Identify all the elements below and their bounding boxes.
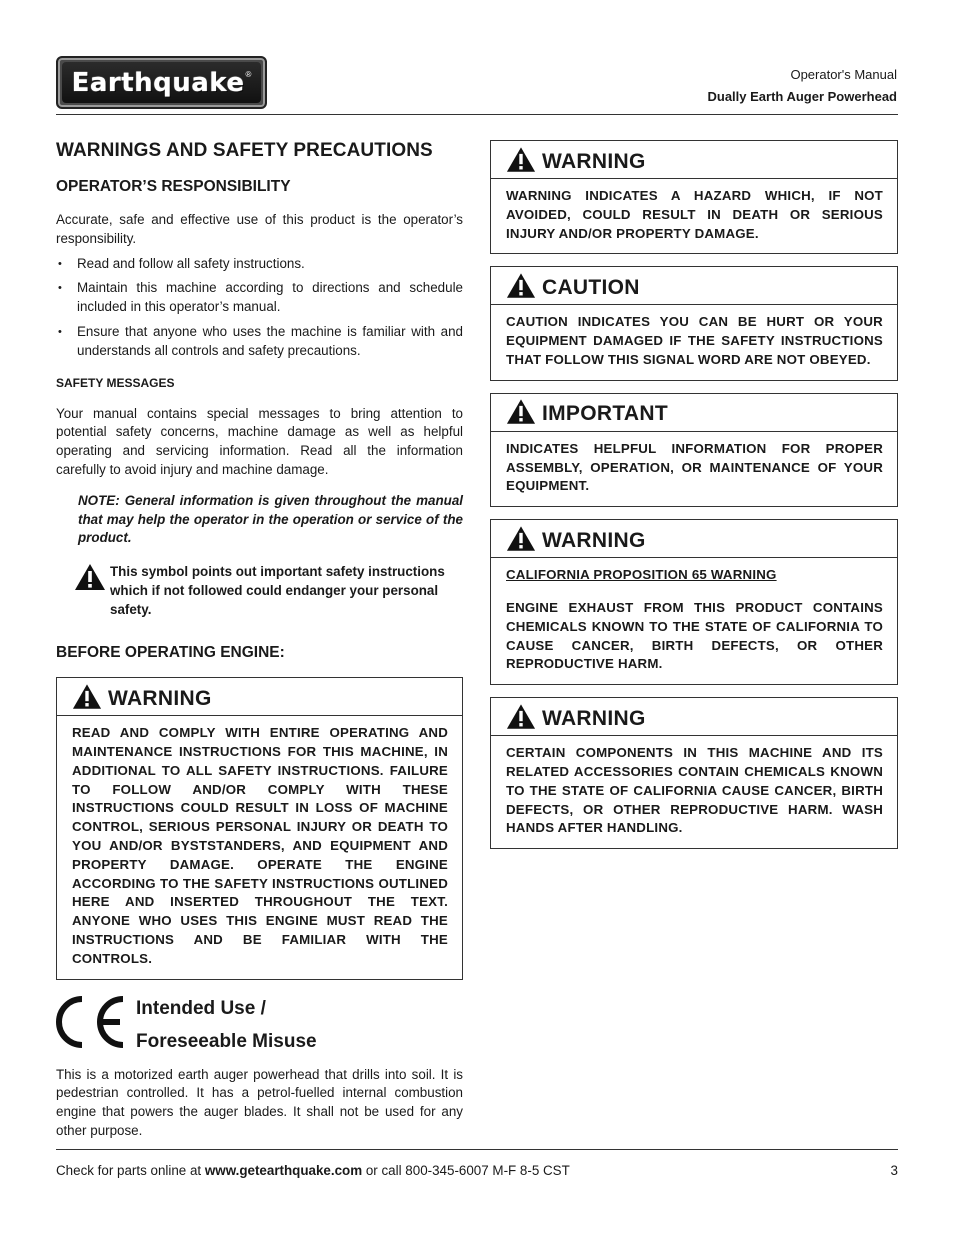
- footer-divider: [56, 1149, 898, 1150]
- warning-box-header: [491, 141, 897, 179]
- section-title: WARNINGS AND SAFETY PRECAUTIONS: [56, 140, 433, 161]
- footer-contact: [56, 1163, 570, 1178]
- warning-box-title: WARNING: [108, 686, 212, 710]
- important-box-header: [491, 394, 897, 432]
- logo-registered-mark: ®: [245, 70, 252, 79]
- page-number: 3: [890, 1163, 898, 1178]
- warning-box-text: READ AND COMPLY WITH ENTIRE OPERATING AND MAINTENANCE INSTRUCTIONS FOR THIS MACHINE, IN ADDITIONAL TO ALL SAFETY INSTRUCTIONS. FAILURE TO FOLLOW AND/OR COMPLY WITH THESE INSTRUCTIONS COULD RESULT IN LOSS OF MACHINE CONTROL, SERIOUS PERSONAL INJURY OR DEATH TO YOU AND/OR BYSTSTANDERS, AND EQUIPMENT AND PROPERTY DAMAGE. OPERATE THE ENGINE ACCORDING TO THE SAFETY INSTRUCTIONS OUTLINED HERE AND INSERTED THROUGHOUT THE TEXT. ANYONE WHO USES THIS ENGINE MUST READ THE INSTRUCTIONS AND BE FAMILIAR WITH THE CONTROLS.: [72, 725, 448, 966]
- caution-box-text: CAUTION INDICATES YOU CAN BE HURT OR YOUR EQUIPMENT DAMAGED IF THE SAFETY INSTRUCTIONS THAT FOLLOW THIS SIGNAL WORD ARE NOT OBEYED.: [506, 314, 883, 367]
- right-column: [490, 140, 898, 849]
- footer: [56, 1163, 898, 1178]
- ce-mark-icon: [56, 992, 136, 1053]
- warning-triangle-icon: [506, 703, 536, 735]
- prop65-subtitle: CALIFORNIA PROPOSITION 65 WARNING: [506, 567, 777, 583]
- warning-box-text: CERTAIN COMPONENTS IN THIS MACHINE AND ITS RELATED ACCESSORIES CONTAIN CHEMICALS KNOWN TO THE STATE OF CALIFORNIA CAUSE CANCER, BIRTH DEFECTS, OR OTHER REPRODUCTIVE HARM. WASH HANDS AFTER HANDLING.: [506, 745, 883, 836]
- warning-triangle-icon: [506, 525, 536, 557]
- warning-definition-box: [490, 140, 898, 254]
- intended-use-title-line1: Intended Use /: [136, 997, 266, 1019]
- warning-triangle-icon: [506, 398, 536, 430]
- safety-messages-heading: SAFETY MESSAGES: [56, 375, 175, 390]
- responsibility-list: [56, 255, 463, 361]
- intended-use-heading: [56, 992, 463, 1058]
- caution-box-title: CAUTION: [542, 275, 640, 299]
- warning-box-text: WARNING INDICATES A HAZARD WHICH, IF NOT AVOIDED, COULD RESULT IN DEATH OR SERIOUS INJURY AND/OR PROPERTY DAMAGE.: [506, 188, 883, 241]
- prop65-box-body: [491, 558, 897, 684]
- before-operating-heading: BEFORE OPERATING ENGINE:: [56, 644, 285, 662]
- intended-use-title-line2: Foreseeable Misuse: [136, 1030, 317, 1052]
- footer-prefix: Check for parts online at: [56, 1163, 205, 1178]
- intended-use-text: This is a motorized earth auger powerhead that drills into soil. It is pedestrian controlled. It has a petrol-fuelled internal combustion engine that powers the auger blades. It shall not be used for any other purpose.: [56, 1066, 463, 1138]
- important-box-text: INDICATES HELPFUL INFORMATION FOR PROPER ASSEMBLY, OPERATION, OR MAINTENANCE OF YOUR EQUIPMENT.: [506, 440, 883, 494]
- prop65-warning-box: [490, 519, 898, 685]
- symbol-note-text: This symbol points out important safety instructions which if not followed could endanger your personal safety.: [110, 564, 445, 618]
- important-definition-box: [490, 393, 898, 507]
- earthquake-logo: [56, 56, 267, 109]
- header-divider: [56, 114, 898, 115]
- manual-label: Operator's Manual: [790, 67, 897, 82]
- warning-box-title: WARNING: [542, 149, 646, 173]
- product-name: Dually Earth Auger Powerhead: [707, 89, 897, 104]
- left-column: [56, 139, 463, 1141]
- general-note: NOTE: General information is given throughout the manual that may help the operator in the operation or service of the product.: [78, 492, 463, 546]
- warning-box-operating: [56, 677, 463, 979]
- important-box-title: IMPORTANT: [542, 402, 668, 426]
- warning-box-header: [491, 520, 897, 558]
- warning-triangle-icon: [506, 272, 536, 304]
- warning-box-header: [491, 698, 897, 736]
- warning-triangle-icon: [506, 146, 536, 178]
- operator-responsibility-heading: OPERATOR’S RESPONSIBILITY: [56, 178, 291, 195]
- list-item: • Read and follow all safety instructions.: [56, 255, 463, 274]
- prop65-text: ENGINE EXHAUST FROM THIS PRODUCT CONTAINS CHEMICALS KNOWN TO THE STATE OF CALIFORNIA TO CAUSE CANCER, BIRTH DEFECTS, OR OTHER REPRODUCTIVE HARM.: [506, 599, 883, 672]
- footer-url-link[interactable]: www.getearthquake.com: [204, 1163, 363, 1178]
- list-item: • Ensure that anyone who uses the machine is familiar with and understands all controls and safety precautions.: [56, 323, 463, 361]
- caution-definition-box: [490, 266, 898, 380]
- operator-intro: Accurate, safe and effective use of this product is the operator’s responsibility.: [56, 212, 463, 246]
- logo-text: Earthquake: [71, 67, 245, 98]
- chemicals-warning-box: [490, 697, 898, 849]
- warning-triangle-icon: [72, 683, 102, 715]
- caution-box-header: [491, 267, 897, 305]
- warning-box-title: WARNING: [542, 706, 646, 730]
- warning-box-title: WARNING: [542, 528, 646, 552]
- list-item: • Maintain this machine according to directions and schedule included in this operator’s manual.: [56, 279, 463, 317]
- safety-symbol-note: [74, 562, 447, 619]
- warning-triangle-icon: [74, 562, 110, 619]
- safety-messages-text: Your manual contains special messages to bring attention to potential safety concerns, machine damage as well as helpful operating and servicing information. Read all the information carefully to avoid injury and machine damage.: [56, 405, 463, 477]
- header-info: [707, 64, 897, 108]
- warning-box-header: [57, 678, 462, 716]
- footer-suffix: or call 800-345-6007 M-F 8-5 CST: [362, 1163, 570, 1178]
